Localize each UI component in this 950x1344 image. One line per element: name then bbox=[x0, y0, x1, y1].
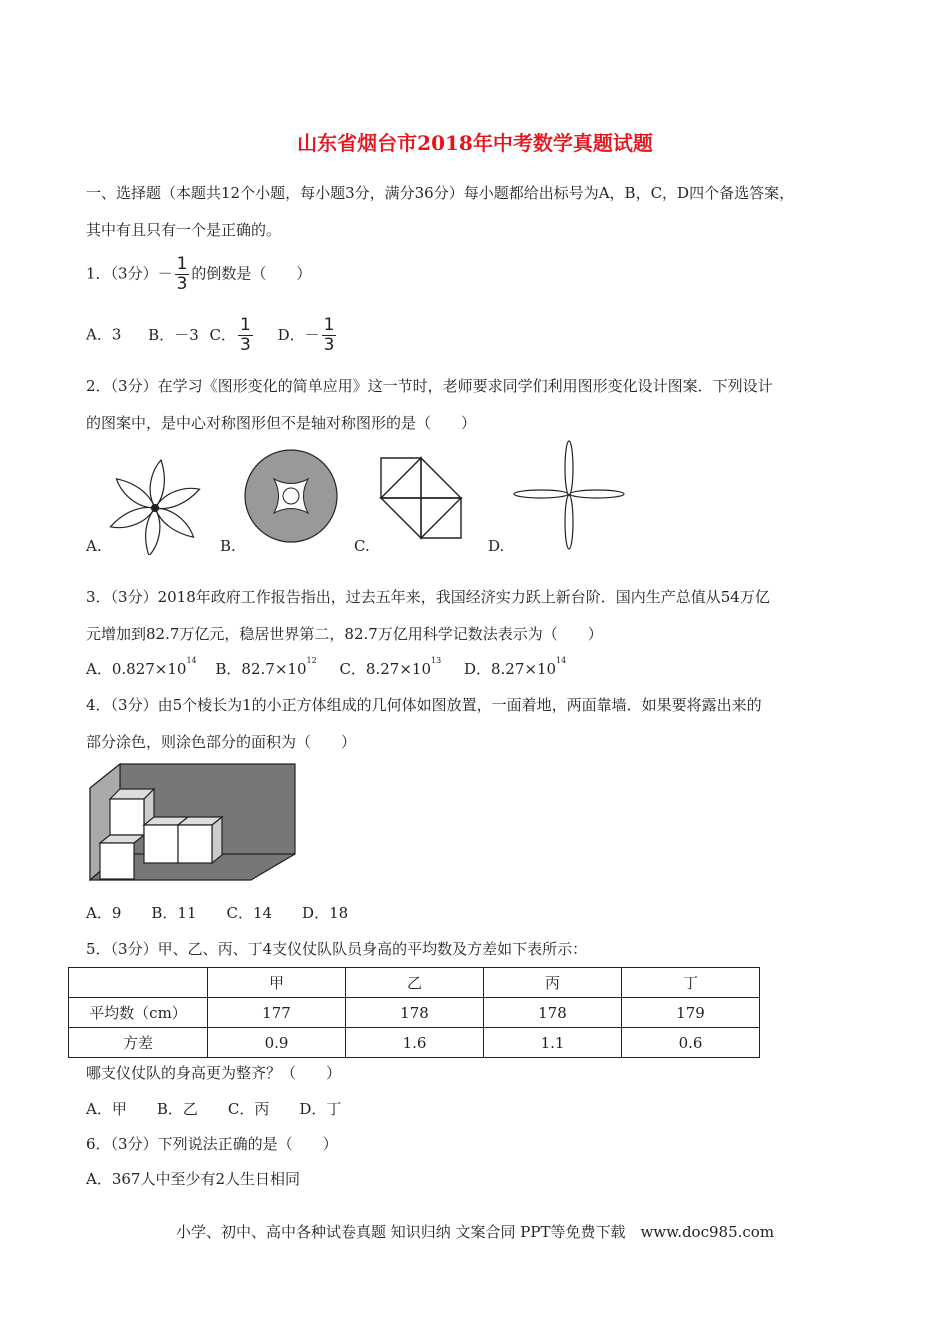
table-cell: 1.6 bbox=[346, 1028, 484, 1058]
q5-options: A．甲 B．乙 C．丙 D．丁 bbox=[86, 1100, 342, 1118]
q2-label-d: D. bbox=[488, 537, 505, 555]
q1-prefix: 1．（3分）－ bbox=[86, 264, 173, 283]
q5-question: 哪支仪仗队的身高更为整齐？（ ） bbox=[86, 1064, 342, 1082]
q2-figure-b-coin-icon bbox=[245, 450, 337, 542]
q5-table bbox=[68, 967, 760, 1058]
q3-option-d: D．$8.27\times 10^{14}$ bbox=[463, 656, 567, 678]
q1-options bbox=[86, 316, 338, 355]
q2-figure-d-cross-petals-icon bbox=[514, 441, 624, 549]
q1-option-d-fraction: $\frac{1}{3}$ bbox=[323, 315, 335, 355]
q3-option-b: B．$82.7\times 10^{12}$ bbox=[215, 656, 317, 678]
q3-option-c: C．$8.27\times 10^{13}$ bbox=[339, 656, 442, 678]
q1-option-c-label: C． bbox=[209, 325, 237, 344]
section-instructions-line2: 其中有且只有一个是正确的。 bbox=[86, 221, 282, 239]
q1-option-a: A．3 bbox=[86, 325, 122, 344]
q2-label-a: A. bbox=[86, 537, 102, 555]
question-3-line2: 元增加到82.7万亿元，稳居世界第二，82.7万亿用科学记数法表示为（ ） bbox=[86, 625, 603, 643]
q4-cubes-figure bbox=[86, 762, 298, 886]
question-1 bbox=[86, 255, 311, 294]
question-3-line1: 3．（3分）2018年政府工作报告指出，过去五年来，我国经济实力跃上新台阶．国内生产总值从54万亿 bbox=[86, 588, 770, 606]
q6-option-a: A．367人中至少有2人生日相同 bbox=[86, 1170, 301, 1188]
table-row bbox=[69, 1028, 760, 1058]
page-title: 山东省烟台市2018年中考数学真题试题 bbox=[297, 131, 653, 155]
q1-frac-den: 3 bbox=[176, 274, 188, 294]
table-cell: 丙 bbox=[484, 968, 622, 998]
question-4-line1: 4．（3分）由5个棱长为1的小正方体组成的几何体如图放置，一面着地，两面靠墙．如果要将露出来的 bbox=[86, 696, 762, 714]
question-5-line1: 5．（3分）甲、乙、丙、丁4支仪仗队队员身高的平均数及方差如下表所示： bbox=[86, 940, 588, 958]
q2-label-c: C. bbox=[354, 537, 370, 555]
q3-options bbox=[86, 658, 566, 679]
table-cell: 甲 bbox=[208, 968, 346, 998]
q1-fraction bbox=[175, 255, 190, 294]
table-cell: 1.1 bbox=[484, 1028, 622, 1058]
q3-option-a: A．$0.827\times 10^{14}$ bbox=[86, 656, 197, 678]
table-cell: 丁 bbox=[622, 968, 760, 998]
section-instructions-line1: 一、选择题（本题共12个小题，每小题3分，满分36分）每小题都给出标号为A，B，C，D四个备选答案， bbox=[86, 184, 795, 202]
footer-text: 小学、初中、高中各种试卷真题 知识归纳 文案合同 PPT等免费下载 www.doc985.com bbox=[175, 1223, 775, 1241]
q4-options: A．9 B．11 C．14 D．18 bbox=[86, 904, 349, 922]
table-cell: 179 bbox=[622, 998, 760, 1028]
q2-figure-a-flower-icon bbox=[109, 460, 202, 555]
table-cell bbox=[69, 968, 208, 998]
q2-label-b: B. bbox=[220, 537, 236, 555]
table-cell: 178 bbox=[484, 998, 622, 1028]
table-cell: 0.6 bbox=[622, 1028, 760, 1058]
table-cell: 178 bbox=[346, 998, 484, 1028]
q1-frac-num: 1 bbox=[176, 254, 188, 274]
table-cell: 乙 bbox=[346, 968, 484, 998]
table-cell: 平均数（cm） bbox=[69, 998, 208, 1028]
question-6-line1: 6．（3分）下列说法正确的是（ ） bbox=[86, 1135, 338, 1153]
question-4-line2: 部分涂色，则涂色部分的面积为（ ） bbox=[86, 733, 357, 751]
table-cell: 方差 bbox=[69, 1028, 208, 1058]
question-2-line2: 的图案中，是中心对称图形但不是轴对称图形的是（ ） bbox=[86, 414, 477, 432]
q1-option-c-fraction: $\frac{1}{3}$ bbox=[240, 315, 251, 355]
question-2-line1: 2．（3分）在学习《图形变化的简单应用》这一节时，老师要求同学们利用图形变化设计图案．下列设计 bbox=[86, 377, 773, 395]
q1-suffix: 的倒数是（ ） bbox=[191, 264, 312, 283]
table-header-row bbox=[69, 968, 760, 998]
q1-option-d-label: D．－ bbox=[277, 325, 320, 344]
table-cell: 0.9 bbox=[208, 1028, 346, 1058]
q2-figure-c-pinwheel-icon bbox=[381, 458, 461, 538]
q1-option-b: B．－3 bbox=[148, 325, 199, 344]
q2-figures bbox=[100, 440, 640, 555]
table-row bbox=[69, 998, 760, 1028]
table-cell: 177 bbox=[208, 998, 346, 1028]
